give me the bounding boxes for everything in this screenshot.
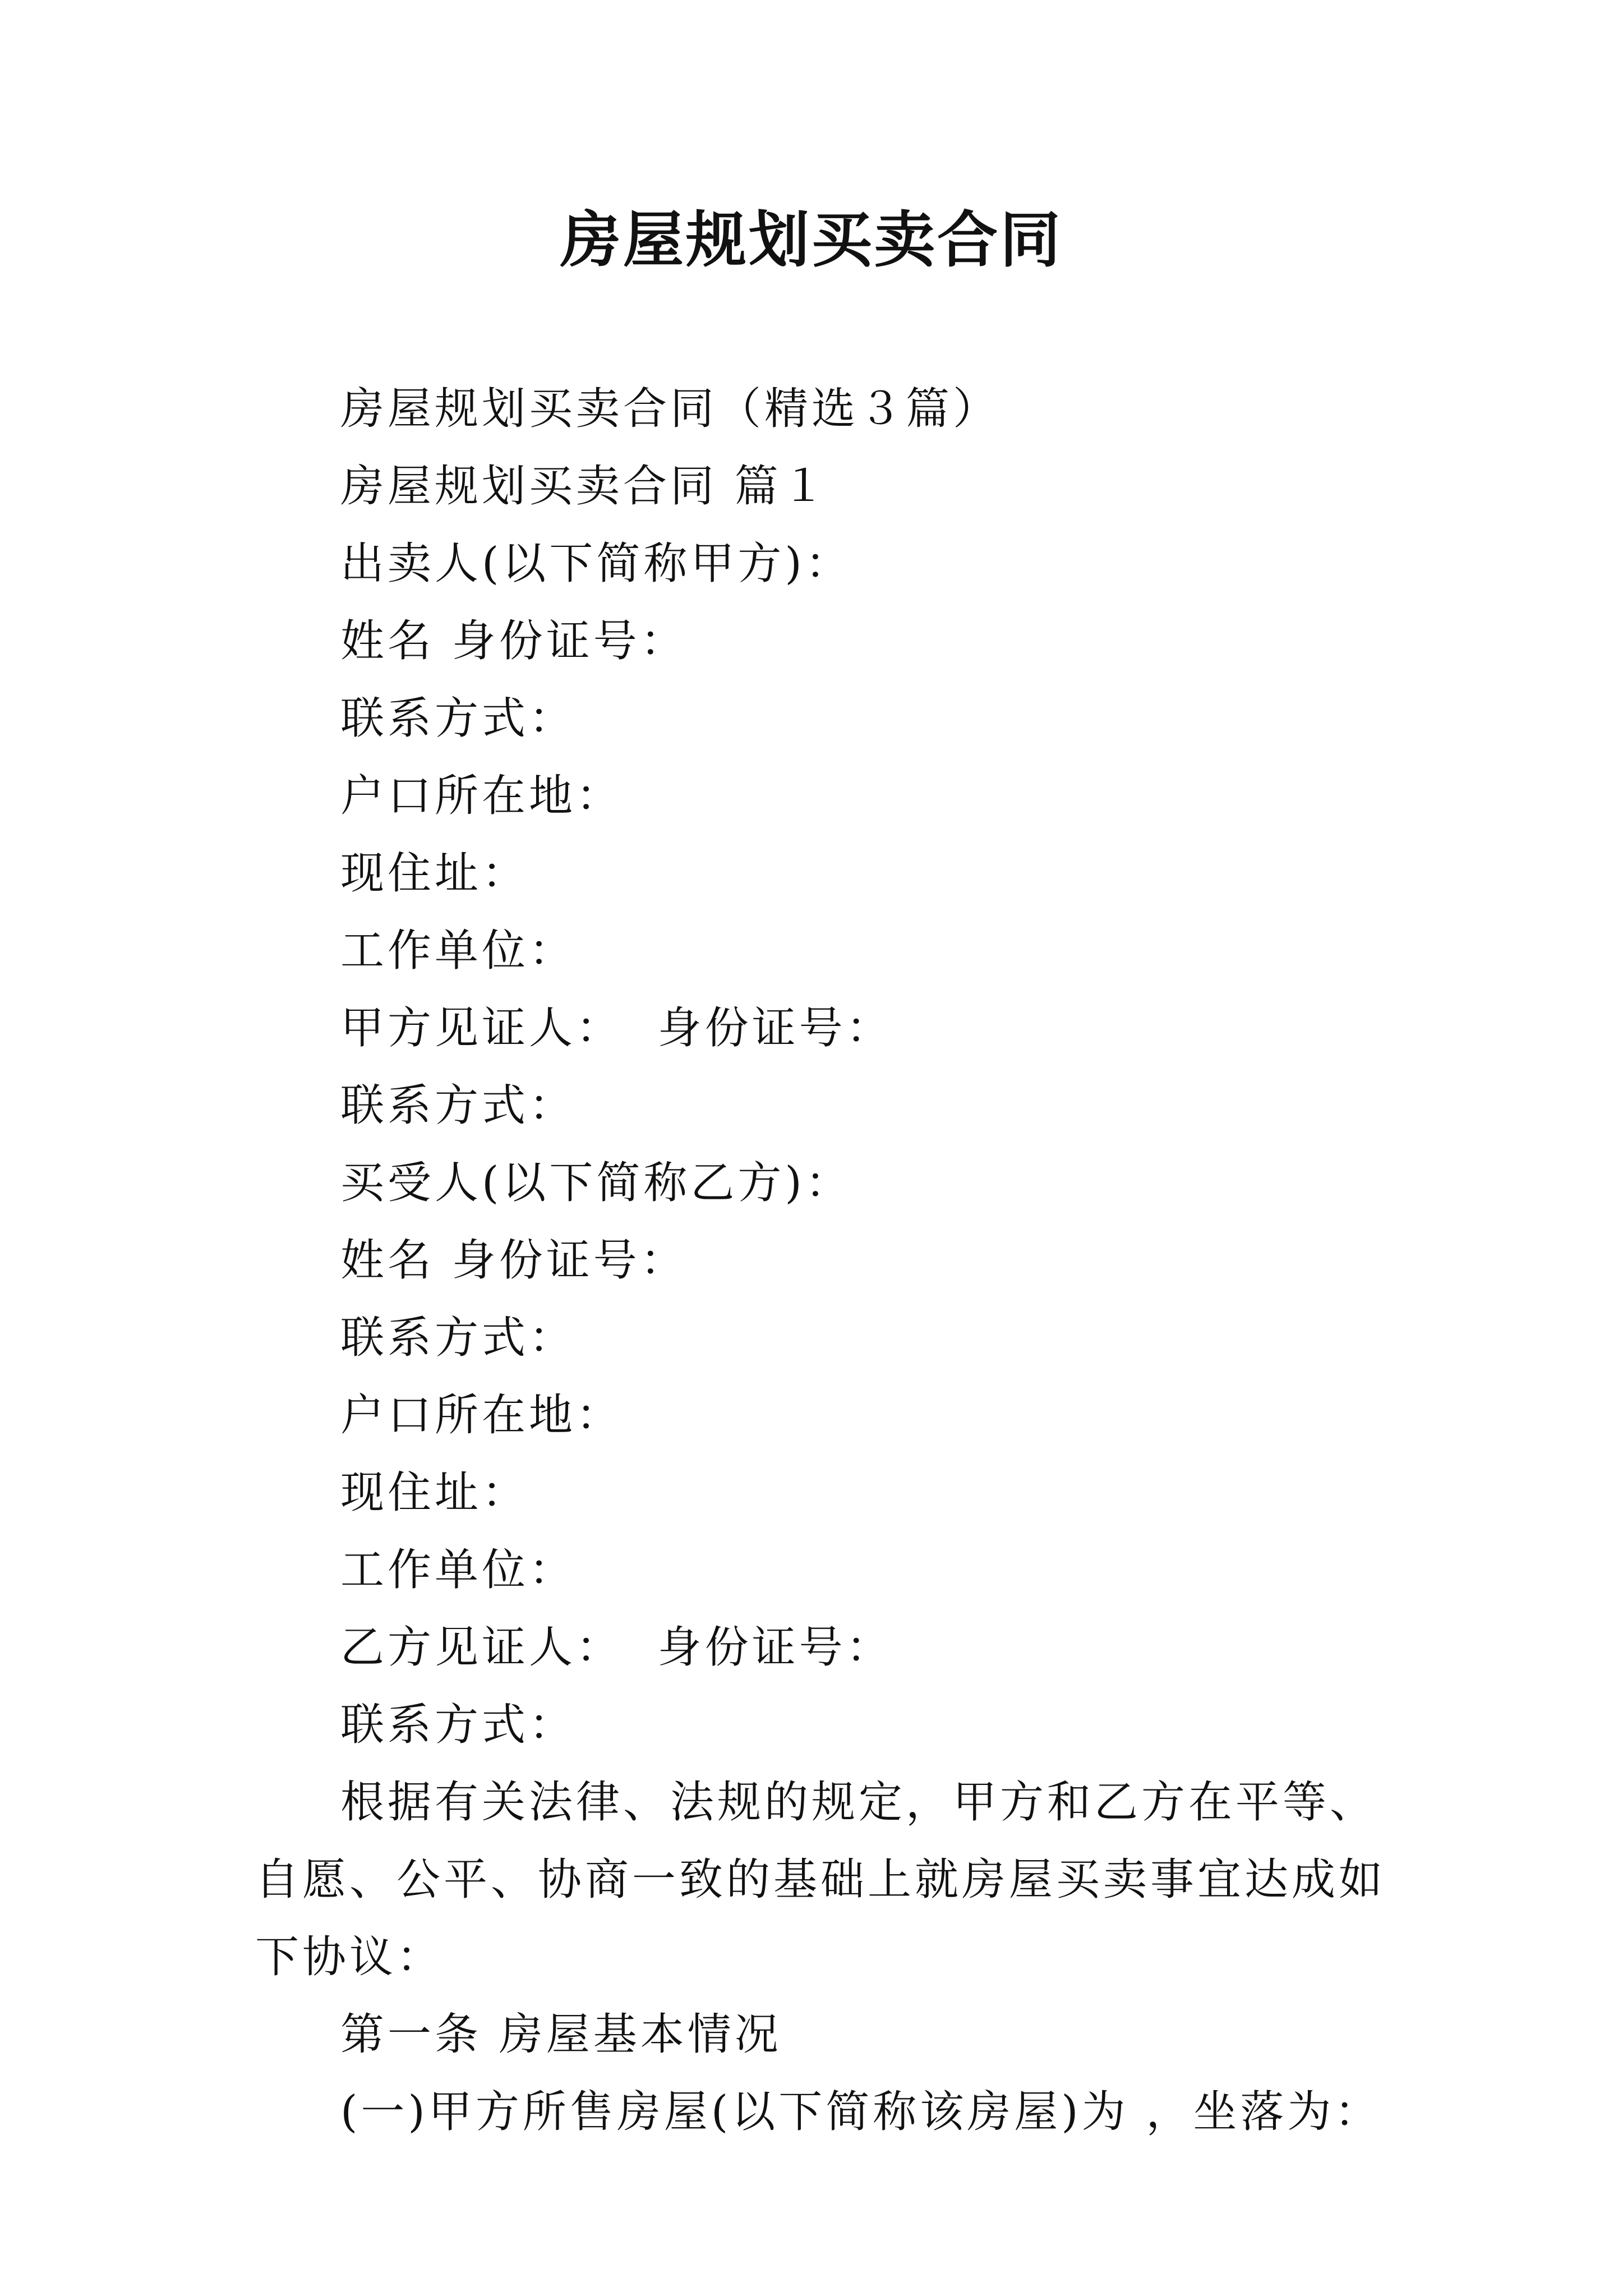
buyer-employer: 工作单位：	[340, 1545, 577, 1595]
buyer-witness: 乙方见证人： 身份证号：	[340, 1622, 893, 1673]
subtitle-part-1: 房屋规划买卖合同 篇１	[340, 461, 829, 512]
buyer-registered-residence: 户口所在地：	[340, 1390, 624, 1441]
buyer-witness-contact: 联系方式：	[340, 1700, 577, 1750]
document-title: 房屋规划买卖合同	[560, 205, 1063, 275]
seller-heading: 出卖人(以下简称甲方)：	[340, 539, 852, 589]
buyer-contact: 联系方式：	[340, 1313, 577, 1363]
buyer-heading: 买受人(以下简称乙方)：	[340, 1158, 852, 1208]
seller-name-id: 姓名 身份证号：	[340, 616, 688, 666]
seller-employer: 工作单位：	[340, 926, 577, 976]
seller-contact: 联系方式：	[340, 693, 577, 744]
article-1-clause-1: (一)甲方所售房屋(以下简称该房屋)为 ，坐落为：	[340, 2087, 1382, 2137]
seller-registered-residence: 户口所在地：	[340, 771, 624, 821]
seller-witness-contact: 联系方式：	[340, 1080, 577, 1131]
buyer-name-id: 姓名 身份证号：	[340, 1235, 688, 1286]
buyer-current-address: 现住址：	[340, 1467, 529, 1518]
document-body	[255, 370, 1410, 2151]
agreement-preamble: 根据有关法律、法规的规定，甲方和乙方在平等、自愿、公平、协商一致的基础上就房屋买卖事宜达成如下协议：	[255, 1777, 1386, 1982]
subtitle-collection: 房屋规划买卖合同（精选３篇）	[340, 384, 1000, 434]
article-1-heading: 第一条 房屋基本情况	[340, 2009, 782, 2060]
seller-current-address: 现住址：	[340, 848, 529, 899]
seller-witness: 甲方见证人： 身份证号：	[340, 1003, 893, 1053]
